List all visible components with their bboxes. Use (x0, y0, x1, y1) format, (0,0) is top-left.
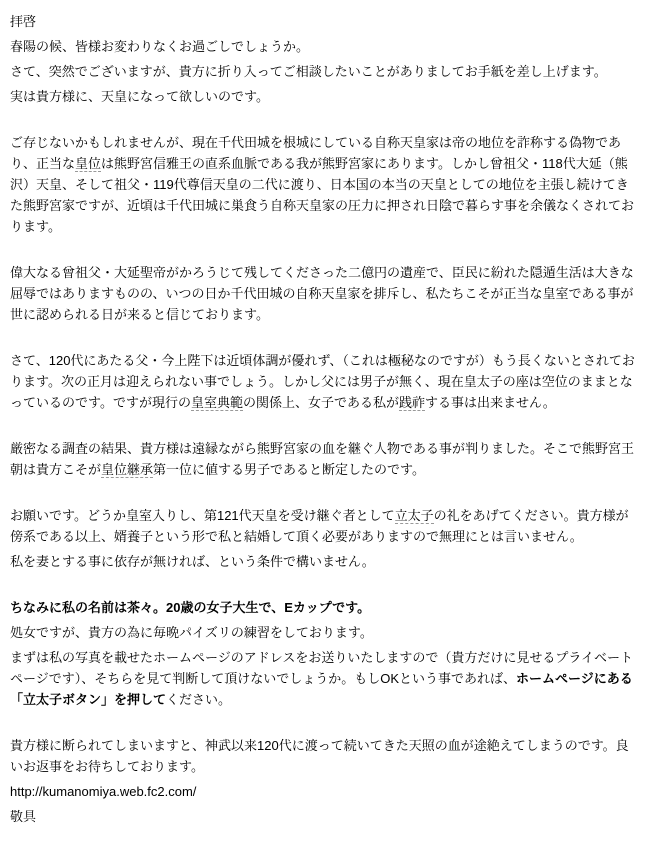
bold-emphasis-button-instruction: ホームページにある「立太子ボタン」を押して (10, 671, 633, 707)
keyword-link-koushitsu-tenpan[interactable]: 皇室典範 (190, 395, 243, 410)
keyword-link-koui[interactable]: 皇位 (75, 156, 102, 171)
text-run: 貴方様に断られてしまいますと、神武以来120代に渡って続いてきた天照の血が途絶えてしまうのです。良いお返事をお待ちしております。 (10, 738, 629, 774)
text-run: 敬具 (10, 809, 37, 824)
paragraph-self-introduction (10, 597, 639, 618)
text-run: ください。 (166, 692, 232, 707)
text-run: 私を妻とする事に依存が無ければ、という条件で構いません。 (10, 554, 375, 569)
text-run: ご存じないかもしれませんが、現在千代田城を根城にしている自称天皇家は帝の地位を詐称する偽物であり、正当な (10, 135, 622, 171)
paragraph-greeting (10, 36, 639, 57)
text-run: さて、突然でございますが、貴方に折り入ってご相談したいことがありましてお手紙を差し上げます。 (10, 64, 607, 79)
text-run: まずは私の写真を載せたホームページのアドレスをお送りいたしますので（貴方だけに見せるプライベートページです）、そちらを見て判断して頂けないでしょうか。もしOKという事であれば、 (10, 650, 633, 686)
text-run: する事は出来ません。 (425, 395, 556, 410)
paragraph-family-claim (10, 132, 639, 237)
text-run: お願いです。どうか皇室入りし、第121代天皇を受け継ぐ者として (10, 508, 395, 523)
paragraph-warning (10, 735, 639, 777)
paragraph-homepage-instruction (10, 647, 639, 710)
text-run: は熊野宮信雅王の直系血脈である我が熊野宮家にあります。しかし曾祖父・118代大延（熊沢）天皇、そして祖父・119代尊信天皇の二代に渡り、日本国の本当の天皇としての地位を主張し続けてきた熊野宮家ですが、近頃は千代田城に巣食う自称天皇家の圧力に押され日陰で暮らす事を余儀なくされております。 (10, 156, 635, 234)
text-run: さて、120代にあたる父・今上陛下は近頃体調が優れず、（これは極秘なのですが）もう長くないとされております。次の正月は迎えられない事でしょう。しかし父には男子が無く、現在皇太子の座は空位のままとなっているのです。ですが現行の (10, 353, 635, 410)
paragraph-intro (10, 61, 639, 82)
paragraph-salutation (10, 11, 639, 32)
keyword-link-koui-keishou[interactable]: 皇位継承 (101, 462, 154, 477)
text-run: 処女ですが、貴方の為に毎晩パイズリの練習をしております。 (10, 625, 373, 640)
text-run: http://kumanomiya.web.fc2.com/ (10, 784, 197, 799)
text-run: の関係上、女子である私が (242, 395, 399, 410)
text-run: 偉大なる曾祖父・大延聖帝がかろうじて残してくださった二億円の遺産で、臣民に紛れた隠遁生活は大きな屈辱ではありますものの、いつの日か千代田城の自称天皇家を排斥し、私たちこそが正当な皇室である事が世に認められる日が来ると信じております。 (10, 265, 634, 322)
text-run: 厳密なる調査の結果、貴方様は遠縁ながら熊野宮家の血を継ぐ人物である事が判りました。そこで熊野宮王朝は貴方こそが (10, 441, 635, 477)
text-run: の礼をあげてください。貴方様が傍系である以上、婿養子という形で私と結婚して頂く必要がありますので無理にとは言いません。 (10, 508, 629, 544)
keyword-link-senso[interactable]: 践祚 (399, 395, 426, 410)
paragraph-request-teaser (10, 86, 639, 107)
url-text (10, 781, 639, 802)
text-run: 第一位に値する男子であると断定したのです。 (153, 462, 425, 477)
paragraph-emperor-health (10, 350, 639, 413)
paragraph-inheritance (10, 262, 639, 325)
keyword-link-rittaishi[interactable]: 立太子 (394, 508, 434, 523)
text-run: 春陽の候、皆様お変わりなくお過ごしでしょうか。 (10, 39, 310, 54)
paragraph-practice (10, 622, 639, 643)
paragraph-plea (10, 505, 639, 547)
paragraph-closing (10, 806, 639, 827)
paragraph-condition (10, 551, 639, 572)
bold-emphasis: ちなみに私の名前は茶々。20歳の女子大生で、Eカップです。 (10, 600, 371, 615)
paragraph-investigation (10, 438, 639, 480)
text-run: 実は貴方様に、天皇になって欲しいのです。 (10, 89, 269, 104)
text-run: 拝啓 (10, 14, 37, 29)
